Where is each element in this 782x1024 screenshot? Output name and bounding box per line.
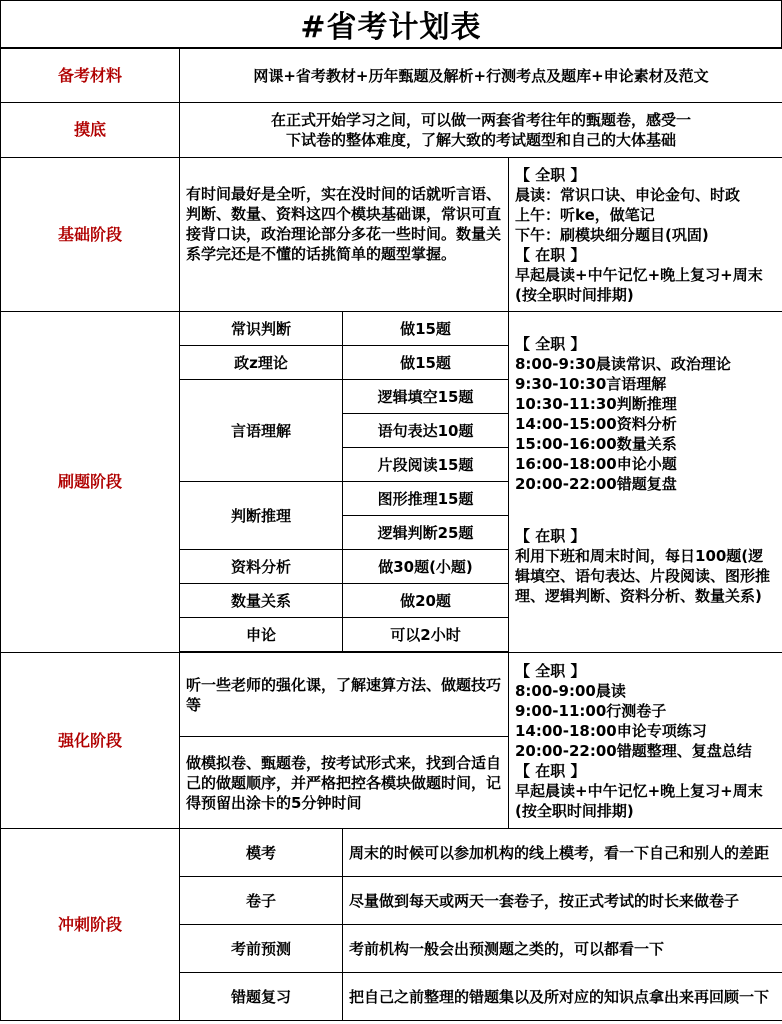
materials-label: 备考材料 (1, 49, 180, 103)
foundation-row (1, 158, 782, 312)
module-shenlun: 申论 (180, 618, 343, 652)
baseline-label: 摸底 (1, 103, 180, 158)
sprint-item-content-4: 把自己之前整理的错题集以及所对应的知识点拿出来再回顾一下 (343, 973, 782, 1021)
practice-schedule-fulltime: 【 全职 】 8:00-9:30晨读常识、政治理论 9:30-10:30言语理解 10:30-11:30判断推理 14:00-15:00资料分析 15:00-16:00数量关系 16:00-18:00申论小题 20:00-22:00错题复盘 (515, 335, 731, 493)
practice-label: 刷题阶段 (1, 312, 180, 653)
practice-row-changshi (1, 312, 782, 346)
sprint-item-name-4: 错题复习 (180, 973, 343, 1021)
sprint-row-1 (1, 829, 782, 877)
intensive-schedule: 【 全职 】 8:00-9:00晨读 9:00-11:00行测卷子 14:00-18:00申论专项练习 20:00-22:00错题整理、复盘总结 【 在职 】 早起晨读+中午记忆+晚上复习+周末(按全职时间排期) (509, 653, 782, 829)
module-ziliao: 资料分析 (180, 550, 343, 584)
module-panduan-sub-2: 逻辑判断25题 (343, 516, 509, 550)
practice-schedule (509, 312, 782, 653)
module-shenlun-task: 可以2小时 (343, 618, 509, 652)
module-panduan-sub-1: 图形推理15题 (343, 482, 509, 516)
intensive-content-2: 做模拟卷、甄题卷，按考试形式来，找到合适自己的做题顺序，并严格把控各模块做题时间，记得预留出涂卡的5分钟时间 (180, 737, 509, 829)
module-ziliao-task: 做30题(小题) (343, 550, 509, 584)
materials-content: 网课+省考教材+历年甄题及解析+行测考点及题库+申论素材及范文 (180, 49, 782, 103)
intensive-row-1 (1, 653, 782, 737)
module-zhengzhi: 政z理论 (180, 346, 343, 380)
sprint-item-name-1: 模考 (180, 829, 343, 877)
foundation-label: 基础阶段 (1, 158, 180, 312)
intensive-content-1: 听一些老师的强化课，了解速算方法、做题技巧等 (180, 653, 509, 737)
baseline-content: 在正式开始学习之间，可以做一两套省考往年的甄题卷，感受一 下试卷的整体难度，了解大致的考试题型和自己的大体基础 (180, 103, 782, 158)
sprint-item-content-1: 周末的时候可以参加机构的线上模考，看一下自己和别人的差距 (343, 829, 782, 877)
module-shuliang-task: 做20题 (343, 584, 509, 618)
sprint-item-name-2: 卷子 (180, 877, 343, 925)
sprint-label: 冲刺阶段 (1, 829, 180, 1021)
module-changshi-task: 做15题 (343, 312, 509, 346)
foundation-schedule: 【 全职 】 晨读：常识口诀、申论金句、时政 上午：听ke，做笔记 下午：刷模块细分题目(巩固) 【 在职 】 早起晨读+中午记忆+晚上复习+周末(按全职时间排期) (509, 158, 782, 312)
module-changshi: 常识判断 (180, 312, 343, 346)
module-panduan: 判断推理 (180, 482, 343, 550)
module-yanyu-sub-2: 语句表达10题 (343, 414, 509, 448)
plan-table (0, 48, 782, 1021)
module-yanyu-sub-1: 逻辑填空15题 (343, 380, 509, 414)
module-yanyu-sub-3: 片段阅读15题 (343, 448, 509, 482)
module-shuliang: 数量关系 (180, 584, 343, 618)
module-yanyu: 言语理解 (180, 380, 343, 482)
sprint-item-content-3: 考前机构一般会出预测题之类的，可以都看一下 (343, 925, 782, 973)
page-title: #省考计划表 (0, 0, 782, 48)
practice-schedule-parttime: 【 在职 】 利用下班和周末时间，每日100题(逻辑填空、语句表达、片段阅读、图形推理、逻辑判断、资料分析、数量关系) (515, 527, 771, 605)
module-zhengzhi-task: 做15题 (343, 346, 509, 380)
sprint-item-name-3: 考前预测 (180, 925, 343, 973)
materials-row (1, 49, 782, 103)
sprint-item-content-2: 尽量做到每天或两天一套卷子，按正式考试的时长来做卷子 (343, 877, 782, 925)
baseline-row (1, 103, 782, 158)
intensive-label: 强化阶段 (1, 653, 180, 829)
foundation-content: 有时间最好是全听，实在没时间的话就听言语、判断、数量、资料这四个模块基础课，常识可直接背口诀，政治理论部分多花一些时间。数量关系学完还是不懂的话挑简单的题型掌握。 (180, 158, 509, 312)
